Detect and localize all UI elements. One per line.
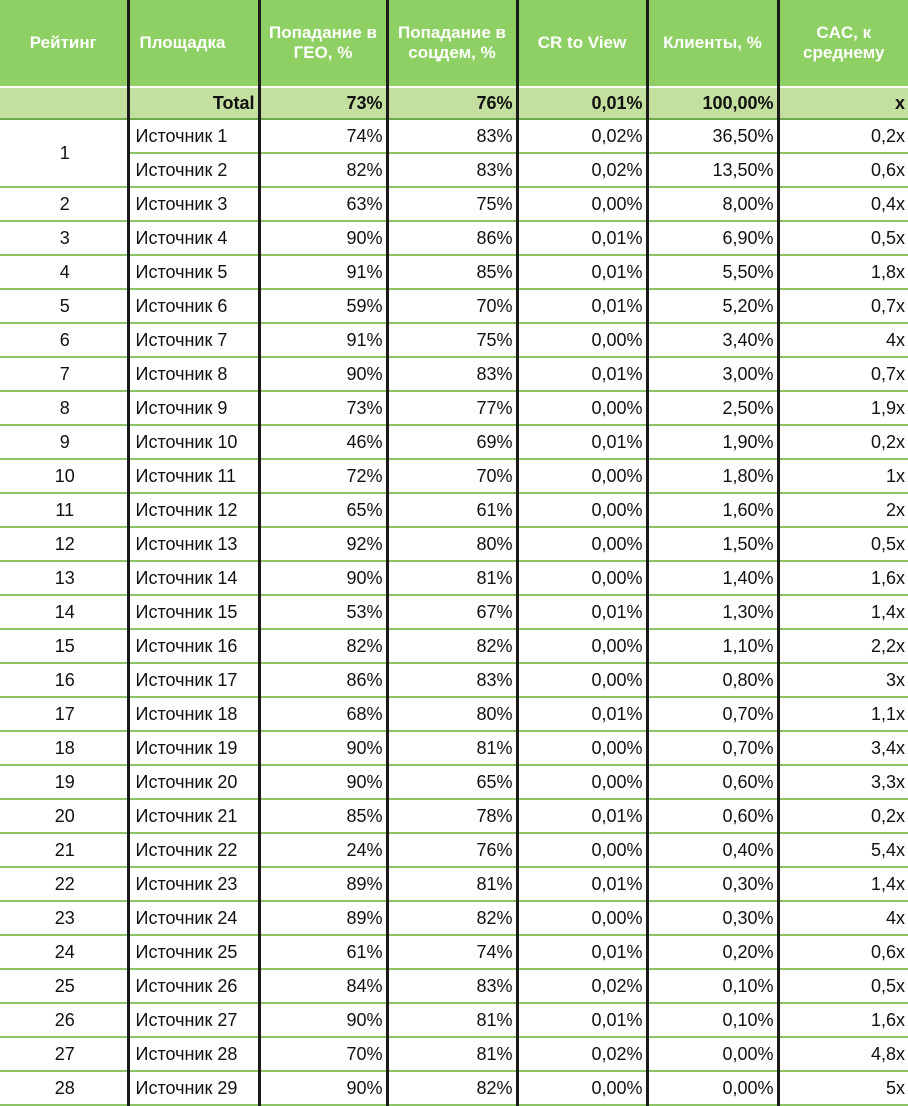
cac-cell: 0,5x	[778, 969, 908, 1003]
socdem-cell: 83%	[387, 119, 517, 153]
table-row	[0, 1037, 908, 1071]
cac-cell: 4,8x	[778, 1037, 908, 1071]
geo-cell: 46%	[259, 425, 387, 459]
table-row	[0, 731, 908, 765]
socdem-cell: 80%	[387, 697, 517, 731]
header-socdem: Попадание в соцдем, %	[387, 0, 517, 87]
cac-cell: 3x	[778, 663, 908, 697]
platform-cell: Источник 22	[128, 833, 259, 867]
platform-cell: Источник 18	[128, 697, 259, 731]
platform-cell: Источник 20	[128, 765, 259, 799]
cac-cell: 0,7x	[778, 357, 908, 391]
cr-to-view-cell: 0,00%	[517, 323, 647, 357]
geo-cell: 85%	[259, 799, 387, 833]
cac-cell: 4x	[778, 901, 908, 935]
cr-to-view-cell: 0,01%	[517, 289, 647, 323]
clients-cell: 0,00%	[647, 1037, 778, 1071]
socdem-cell: 80%	[387, 527, 517, 561]
socdem-cell: 75%	[387, 187, 517, 221]
cr-to-view-cell: 0,00%	[517, 459, 647, 493]
socdem-cell: 82%	[387, 901, 517, 935]
clients-cell: 0,00%	[647, 1071, 778, 1105]
cac-cell: 0,5x	[778, 527, 908, 561]
header-row	[0, 0, 908, 87]
platform-cell: Источник 5	[128, 255, 259, 289]
table-row	[0, 493, 908, 527]
cr-to-view-cell: 0,01%	[517, 1003, 647, 1037]
rank-cell: 2	[0, 187, 128, 221]
cr-to-view-cell: 0,01%	[517, 255, 647, 289]
socdem-cell: 69%	[387, 425, 517, 459]
platform-cell: Источник 15	[128, 595, 259, 629]
total-rank	[0, 87, 128, 119]
platform-cell: Источник 2	[128, 153, 259, 187]
geo-cell: 61%	[259, 935, 387, 969]
socdem-cell: 67%	[387, 595, 517, 629]
table-row	[0, 221, 908, 255]
header-cac: CAC, к среднему	[778, 0, 908, 87]
platform-cell: Источник 17	[128, 663, 259, 697]
geo-cell: 91%	[259, 255, 387, 289]
geo-cell: 90%	[259, 357, 387, 391]
cac-cell: 1,9x	[778, 391, 908, 425]
clients-cell: 0,10%	[647, 1003, 778, 1037]
clients-cell: 2,50%	[647, 391, 778, 425]
rank-cell: 26	[0, 1003, 128, 1037]
cr-to-view-cell: 0,00%	[517, 493, 647, 527]
cr-to-view-cell: 0,02%	[517, 1037, 647, 1071]
clients-cell: 36,50%	[647, 119, 778, 153]
header-platform: Площадка	[128, 0, 259, 87]
platform-cell: Источник 7	[128, 323, 259, 357]
clients-cell: 6,90%	[647, 221, 778, 255]
platform-cell: Источник 25	[128, 935, 259, 969]
platform-cell: Источник 4	[128, 221, 259, 255]
clients-cell: 1,90%	[647, 425, 778, 459]
cr-to-view-cell: 0,00%	[517, 901, 647, 935]
platform-cell: Источник 26	[128, 969, 259, 1003]
cr-to-view-cell: 0,02%	[517, 153, 647, 187]
table-row	[0, 527, 908, 561]
rank-cell: 25	[0, 969, 128, 1003]
rank-cell: 15	[0, 629, 128, 663]
socdem-cell: 65%	[387, 765, 517, 799]
platform-cell: Источник 14	[128, 561, 259, 595]
table-row	[0, 935, 908, 969]
clients-cell: 0,80%	[647, 663, 778, 697]
socdem-cell: 70%	[387, 289, 517, 323]
cr-to-view-cell: 0,00%	[517, 731, 647, 765]
cac-cell: 2,2x	[778, 629, 908, 663]
cac-cell: 0,6x	[778, 153, 908, 187]
rank-cell: 27	[0, 1037, 128, 1071]
rank-cell: 23	[0, 901, 128, 935]
table-row	[0, 969, 908, 1003]
table-row	[0, 663, 908, 697]
table-row	[0, 323, 908, 357]
socdem-cell: 81%	[387, 731, 517, 765]
clients-cell: 0,70%	[647, 697, 778, 731]
clients-cell: 0,20%	[647, 935, 778, 969]
cac-cell: 0,7x	[778, 289, 908, 323]
cac-cell: 0,2x	[778, 799, 908, 833]
socdem-cell: 81%	[387, 1037, 517, 1071]
header-clients: Клиенты, %	[647, 0, 778, 87]
table-row	[0, 901, 908, 935]
socdem-cell: 76%	[387, 833, 517, 867]
platform-cell: Источник 10	[128, 425, 259, 459]
cr-to-view-cell: 0,01%	[517, 799, 647, 833]
socdem-cell: 83%	[387, 663, 517, 697]
table-row	[0, 697, 908, 731]
platform-cell: Источник 28	[128, 1037, 259, 1071]
geo-cell: 53%	[259, 595, 387, 629]
socdem-cell: 81%	[387, 1003, 517, 1037]
clients-cell: 5,50%	[647, 255, 778, 289]
clients-cell: 1,50%	[647, 527, 778, 561]
clients-cell: 1,60%	[647, 493, 778, 527]
cr-to-view-cell: 0,01%	[517, 867, 647, 901]
table-row	[0, 1003, 908, 1037]
geo-cell: 89%	[259, 867, 387, 901]
cac-cell: 0,4x	[778, 187, 908, 221]
socdem-cell: 74%	[387, 935, 517, 969]
clients-cell: 0,30%	[647, 867, 778, 901]
clients-cell: 0,30%	[647, 901, 778, 935]
rank-cell: 16	[0, 663, 128, 697]
cr-to-view-cell: 0,01%	[517, 221, 647, 255]
socdem-cell: 75%	[387, 323, 517, 357]
cr-to-view-cell: 0,01%	[517, 357, 647, 391]
clients-cell: 0,60%	[647, 799, 778, 833]
rank-cell: 10	[0, 459, 128, 493]
cac-cell: 0,2x	[778, 119, 908, 153]
cac-cell: 1,4x	[778, 595, 908, 629]
cac-cell: 5x	[778, 1071, 908, 1105]
cac-cell: 1,6x	[778, 1003, 908, 1037]
platform-cell: Источник 21	[128, 799, 259, 833]
table-row	[0, 425, 908, 459]
cr-to-view-cell: 0,02%	[517, 119, 647, 153]
geo-cell: 91%	[259, 323, 387, 357]
cac-cell: 4x	[778, 323, 908, 357]
platform-cell: Источник 16	[128, 629, 259, 663]
geo-cell: 82%	[259, 629, 387, 663]
cr-to-view-cell: 0,01%	[517, 595, 647, 629]
cr-to-view-cell: 0,01%	[517, 697, 647, 731]
geo-cell: 65%	[259, 493, 387, 527]
header-cr-to-view: CR to View	[517, 0, 647, 87]
geo-cell: 90%	[259, 1071, 387, 1105]
total-socdem: 76%	[387, 87, 517, 119]
platform-cell: Источник 27	[128, 1003, 259, 1037]
socdem-cell: 86%	[387, 221, 517, 255]
cac-cell: 0,6x	[778, 935, 908, 969]
cr-to-view-cell: 0,00%	[517, 629, 647, 663]
platform-cell: Источник 1	[128, 119, 259, 153]
table-row	[0, 119, 908, 153]
cr-to-view-cell: 0,00%	[517, 527, 647, 561]
table-row	[0, 289, 908, 323]
geo-cell: 63%	[259, 187, 387, 221]
cr-to-view-cell: 0,00%	[517, 391, 647, 425]
clients-cell: 1,40%	[647, 561, 778, 595]
cr-to-view-cell: 0,00%	[517, 663, 647, 697]
cr-to-view-cell: 0,01%	[517, 425, 647, 459]
geo-cell: 90%	[259, 731, 387, 765]
table-row	[0, 391, 908, 425]
socdem-cell: 83%	[387, 969, 517, 1003]
rank-cell: 21	[0, 833, 128, 867]
cac-cell: 0,5x	[778, 221, 908, 255]
cac-cell: 1,6x	[778, 561, 908, 595]
platform-cell: Источник 19	[128, 731, 259, 765]
geo-cell: 72%	[259, 459, 387, 493]
total-geo: 73%	[259, 87, 387, 119]
cac-cell: 5,4x	[778, 833, 908, 867]
geo-cell: 73%	[259, 391, 387, 425]
geo-cell: 82%	[259, 153, 387, 187]
cr-to-view-cell: 0,00%	[517, 833, 647, 867]
rank-cell: 8	[0, 391, 128, 425]
cr-to-view-cell: 0,02%	[517, 969, 647, 1003]
rank-cell: 17	[0, 697, 128, 731]
cac-cell: 3,4x	[778, 731, 908, 765]
rank-cell: 4	[0, 255, 128, 289]
geo-cell: 90%	[259, 561, 387, 595]
clients-cell: 8,00%	[647, 187, 778, 221]
clients-cell: 3,40%	[647, 323, 778, 357]
geo-cell: 84%	[259, 969, 387, 1003]
rank-cell: 14	[0, 595, 128, 629]
geo-cell: 70%	[259, 1037, 387, 1071]
geo-cell: 89%	[259, 901, 387, 935]
table-row	[0, 153, 908, 187]
geo-cell: 59%	[259, 289, 387, 323]
cac-cell: 1,8x	[778, 255, 908, 289]
rank-cell: 20	[0, 799, 128, 833]
total-clients: 100,00%	[647, 87, 778, 119]
table-row	[0, 629, 908, 663]
total-label: Total	[128, 87, 259, 119]
socdem-cell: 83%	[387, 357, 517, 391]
geo-cell: 24%	[259, 833, 387, 867]
platform-cell: Источник 8	[128, 357, 259, 391]
socdem-cell: 77%	[387, 391, 517, 425]
platform-cell: Источник 3	[128, 187, 259, 221]
rank-cell: 6	[0, 323, 128, 357]
geo-cell: 68%	[259, 697, 387, 731]
cac-cell: 3,3x	[778, 765, 908, 799]
platform-cell: Источник 23	[128, 867, 259, 901]
rank-cell: 13	[0, 561, 128, 595]
rank-cell: 3	[0, 221, 128, 255]
header-geo: Попадание в ГЕО, %	[259, 0, 387, 87]
socdem-cell: 78%	[387, 799, 517, 833]
table-row	[0, 459, 908, 493]
socdem-cell: 61%	[387, 493, 517, 527]
total-cr: 0,01%	[517, 87, 647, 119]
cac-cell: 1,4x	[778, 867, 908, 901]
table-row	[0, 1071, 908, 1105]
platform-cell: Источник 12	[128, 493, 259, 527]
rank-cell: 19	[0, 765, 128, 799]
rank-cell: 28	[0, 1071, 128, 1105]
clients-cell: 0,60%	[647, 765, 778, 799]
header-rank: Рейтинг	[0, 0, 128, 87]
platform-cell: Источник 11	[128, 459, 259, 493]
rank-cell: 9	[0, 425, 128, 459]
rank-cell: 24	[0, 935, 128, 969]
cr-to-view-cell: 0,00%	[517, 187, 647, 221]
clients-cell: 1,80%	[647, 459, 778, 493]
table-row	[0, 867, 908, 901]
socdem-cell: 81%	[387, 561, 517, 595]
table-row	[0, 799, 908, 833]
table-row	[0, 255, 908, 289]
platform-cell: Источник 24	[128, 901, 259, 935]
table-row	[0, 187, 908, 221]
table-row	[0, 833, 908, 867]
platform-cell: Источник 13	[128, 527, 259, 561]
cr-to-view-cell: 0,00%	[517, 765, 647, 799]
rank-cell: 5	[0, 289, 128, 323]
cac-cell: 2x	[778, 493, 908, 527]
total-row	[0, 87, 908, 119]
cr-to-view-cell: 0,01%	[517, 935, 647, 969]
geo-cell: 90%	[259, 1003, 387, 1037]
clients-cell: 0,70%	[647, 731, 778, 765]
rank-cell: 1	[0, 119, 128, 187]
clients-cell: 0,40%	[647, 833, 778, 867]
platform-cell: Источник 29	[128, 1071, 259, 1105]
rank-cell: 11	[0, 493, 128, 527]
clients-cell: 0,10%	[647, 969, 778, 1003]
table-row	[0, 357, 908, 391]
geo-cell: 86%	[259, 663, 387, 697]
total-cac: x	[778, 87, 908, 119]
clients-cell: 3,00%	[647, 357, 778, 391]
socdem-cell: 81%	[387, 867, 517, 901]
clients-cell: 13,50%	[647, 153, 778, 187]
rank-cell: 22	[0, 867, 128, 901]
platform-cell: Источник 6	[128, 289, 259, 323]
rank-cell: 18	[0, 731, 128, 765]
table-row	[0, 561, 908, 595]
clients-cell: 1,10%	[647, 629, 778, 663]
cac-cell: 1,1x	[778, 697, 908, 731]
table-row	[0, 595, 908, 629]
socdem-cell: 85%	[387, 255, 517, 289]
cac-cell: 1x	[778, 459, 908, 493]
cac-cell: 0,2x	[778, 425, 908, 459]
geo-cell: 90%	[259, 765, 387, 799]
rank-cell: 7	[0, 357, 128, 391]
cr-to-view-cell: 0,00%	[517, 561, 647, 595]
geo-cell: 74%	[259, 119, 387, 153]
socdem-cell: 70%	[387, 459, 517, 493]
clients-cell: 5,20%	[647, 289, 778, 323]
socdem-cell: 83%	[387, 153, 517, 187]
clients-cell: 1,30%	[647, 595, 778, 629]
platform-cell: Источник 9	[128, 391, 259, 425]
rank-cell: 12	[0, 527, 128, 561]
geo-cell: 92%	[259, 527, 387, 561]
geo-cell: 90%	[259, 221, 387, 255]
socdem-cell: 82%	[387, 1071, 517, 1105]
socdem-cell: 82%	[387, 629, 517, 663]
cr-to-view-cell: 0,00%	[517, 1071, 647, 1105]
table-row	[0, 765, 908, 799]
